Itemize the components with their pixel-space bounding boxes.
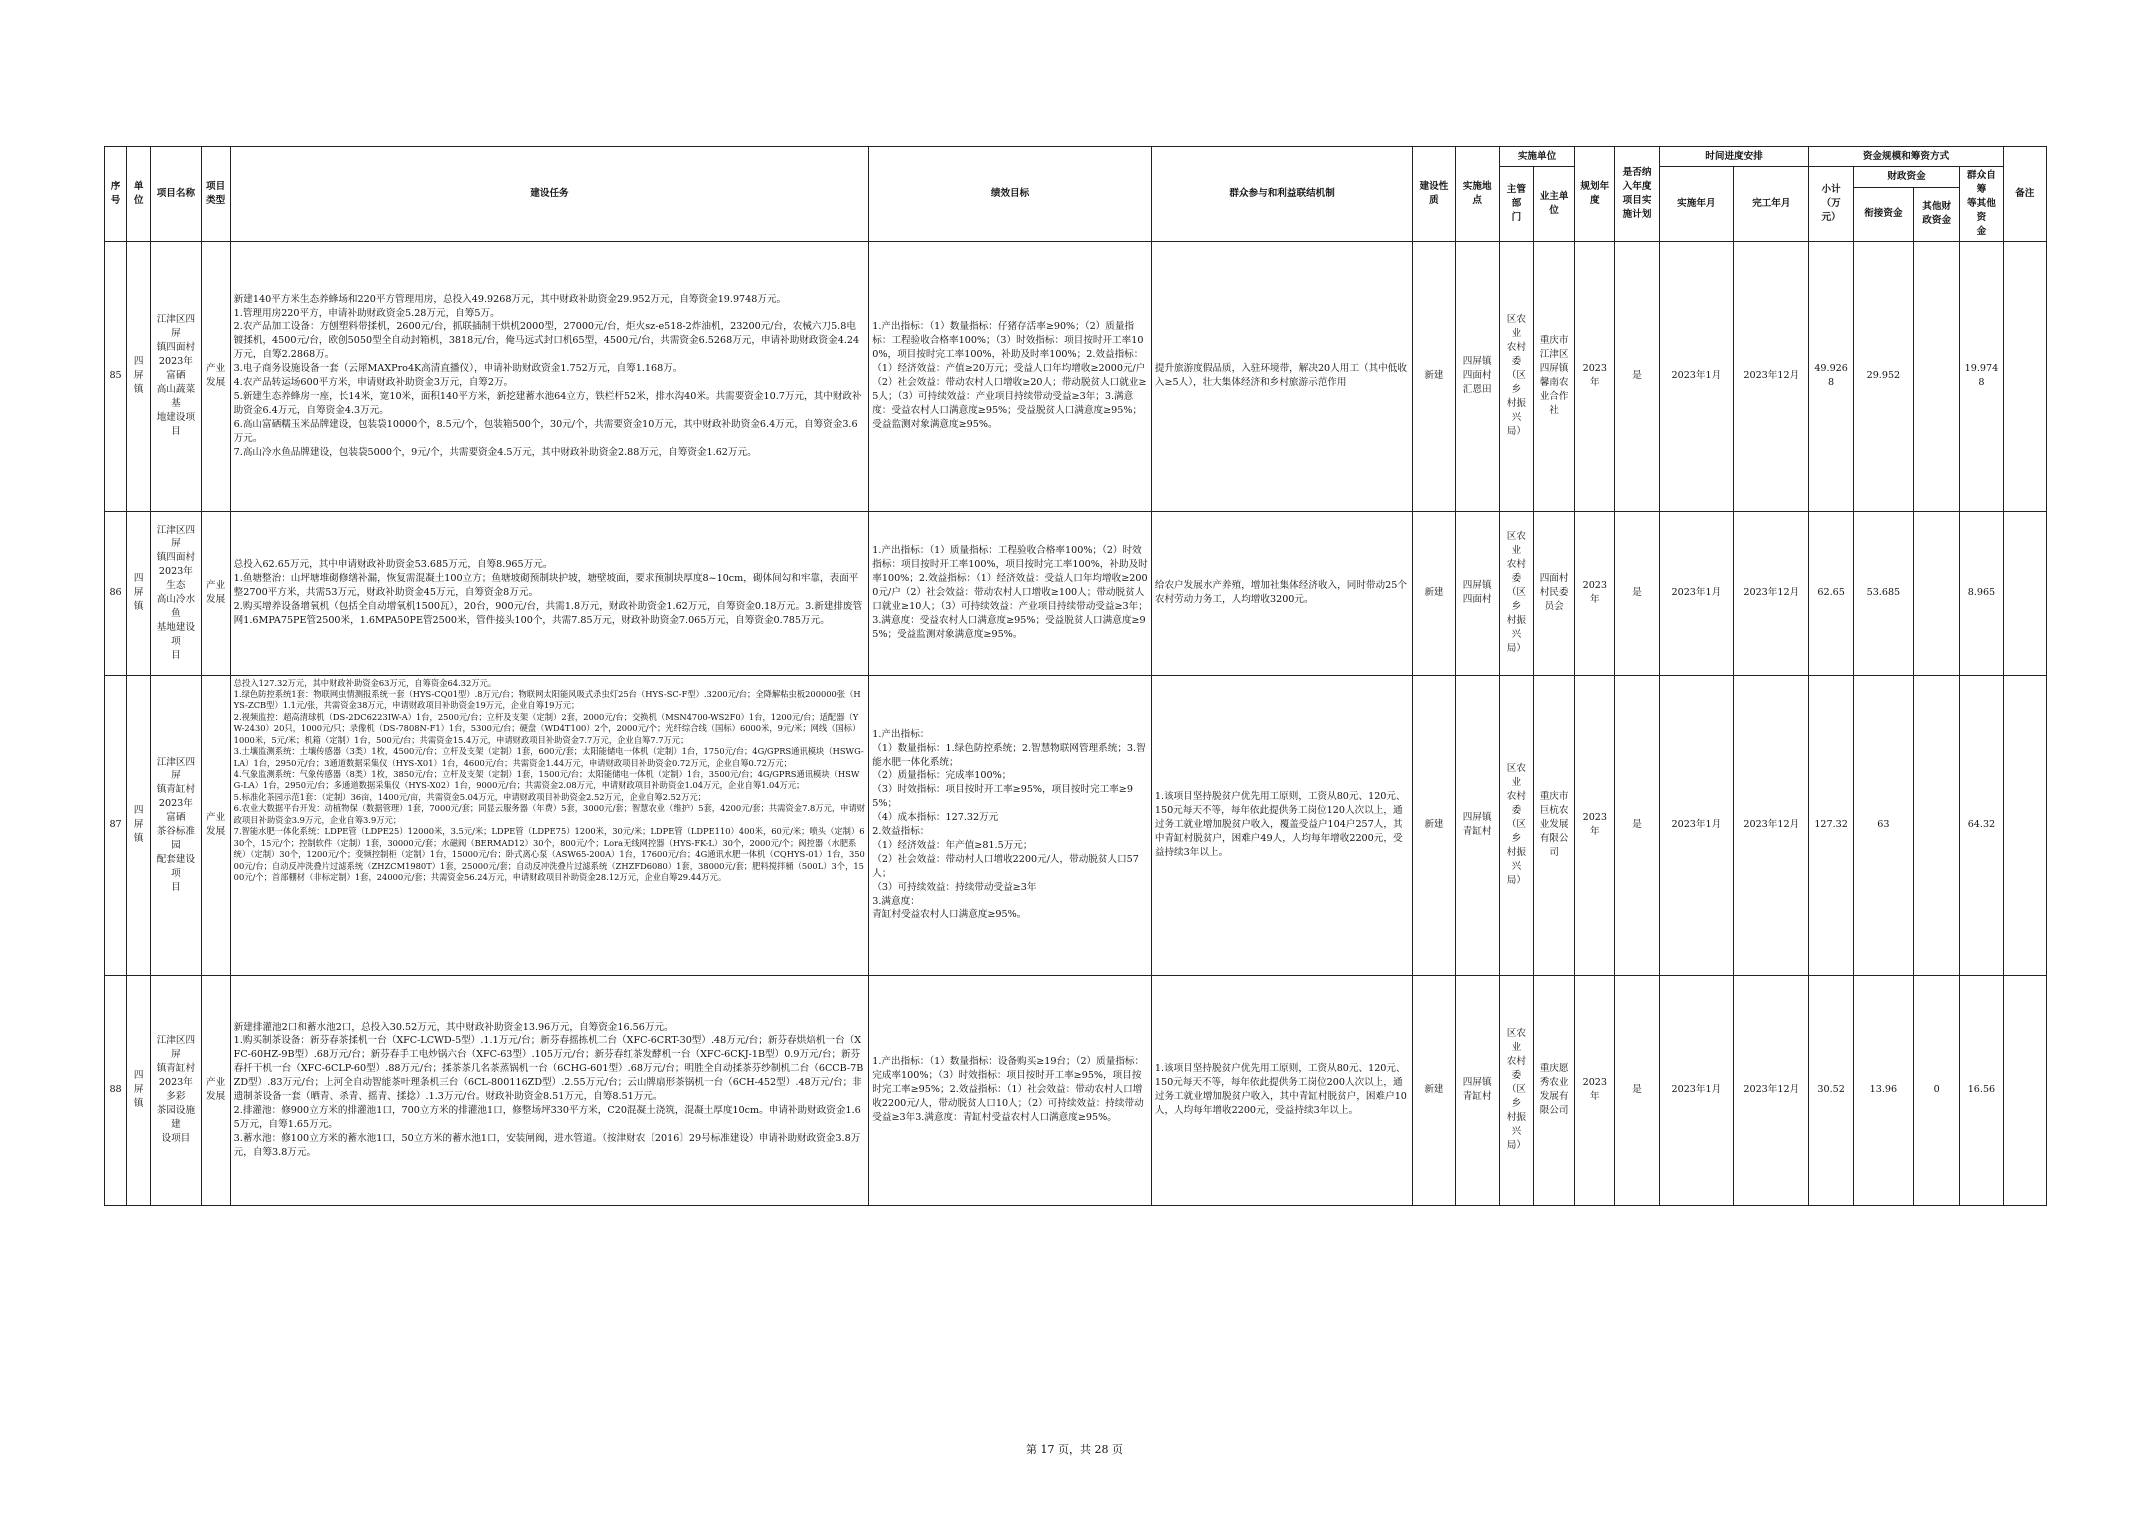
header-direct: 衔接资金 xyxy=(1853,187,1913,241)
cell-nature: 新建 xyxy=(1413,241,1455,511)
header-nature: 建设性 质 xyxy=(1413,147,1455,242)
cell-direct: 29.952 xyxy=(1853,241,1913,511)
header-in-plan: 是否纳 入年度 项目实 施计划 xyxy=(1615,147,1659,242)
cell-name: 江津区四屏 镇四面村 2023年富硒 高山蔬菜基 地建设项目 xyxy=(151,241,201,511)
cell-dept: 区农业 农村委 （区乡 村振兴 局） xyxy=(1499,241,1533,511)
cell-remark xyxy=(2003,511,2046,675)
header-performance-goal: 绩效目标 xyxy=(869,147,1152,242)
project-table xyxy=(104,146,2047,1206)
header-self-raised: 群众自筹 等其他资 金 xyxy=(1960,167,2003,242)
cell-start: 2023年1月 xyxy=(1659,241,1733,511)
cell-name: 江津区四屏 镇四面村 2023年生态 高山冷水鱼 基地建设项 目 xyxy=(151,511,201,675)
cell-year: 2023年 xyxy=(1575,975,1615,1205)
cell-type: 产业 发展 xyxy=(201,675,230,975)
cell-goal: 1.产出指标：（1）数量指标：仔猪存活率≥90%；（2）质量指标：工程验收合格率100%；（3）时效指标：项目按时开工率100%，项目按时完工率100%，补助及时率100%；2.效益指标：（1）经济效益：产值≥20万元；受益人口年均增收≥2000元/户（2）社会效益：带动农村人口增收≥20人；带动脱贫人口就业≥5人；（3）可持续效益：产业项目持续带动受益≥3年；3.满意度：受益农村人口满意度≥95%；受益脱贫人口满意度≥95%；受益监测对象满意度≥95%。 xyxy=(869,241,1152,511)
cell-other-fiscal xyxy=(1914,511,1960,675)
cell-self-raised: 19.9748 xyxy=(1960,241,2003,511)
cell-location: 四屏镇 青缸村 xyxy=(1455,675,1499,975)
cell-task: 总投入127.32万元，其中财政补助资金63万元，自筹资金64.32万元。 1.绿色防控系统1套：物联网虫情测报系统一套（HYS-CQ01型）.8万元/台；物联网太阳能风吸式杀虫灯25台（HYS-SC-F型）.3200元/台；全降解粘虫板200000张（HYS-ZCB型）1.1元/张，共需资金38万元，申请财政项目补助资金19万元，企业自筹19万元； 2.视频监控：超高清球机（DS-2DC6223IW-A）1台，2500元/台；立杆及支架（定制）2套，2000元/台；交换机（MSN4700-WS2F0）1台，1200元/台；适配器（YW-2430）20只，1000元/只；录像机（DS-7808N-F1）1台，5300元/台；硬盘（WD4T100）2个，2000元/个；光纤综合线（国标）6000米，9元/米；网线（国标）1000米，5元/米；机箱（定制）1台，500元/台；共需资金15.4万元，申请财政项目补助资金7.7万元，企业自筹7.7万元； 3.土壤监测系统：土壤传感器（3类）1枚，4500元/台；立杆及支架（定制）1套，600元/套；太阳能储电一体机（定制）1台，1750元/台；4G/GPRS通讯模块（HSWG-LA）1台，2950元/台；3通道数据采集仪（HYS-X01）1台，4600元/台；共需资金1.44万元，申请财政项目补助资金0.72万元，企业自筹0.72万元； 4.气象监测系统：气象传感器（8类）1枚，3850元/台；立杆及支架（定制）1套，1500元/台；太阳能储电一体机（定制）1台，3500元/台；4G/GPRS通讯模块（HSWG-LA）1台，2950元/台；多通道数据采集仪（HYS-X02）1台，9000元/台；共需资金2.08万元，申请财政项目补助资金1.04万元，企业自筹1.04万元； 5.标准化茶园示范1套：（定制）36亩，1400元/亩，共需资金5.04万元，申请财政项目补助资金2.52万元，企业自筹2.52万元； 6.农业大数据平台开发：动植物保（数据管理）1套，7000元/套；同显云服务器（年费）5套，3000元/套；智慧农业（维护）5套，4200元/套；共需资金7.8万元，申请财政项目补助资金3.9万元，企业自筹3.9万元； 7.智能水肥一体化系统：LDPE管（LDPE25）12000米，3.5元/米；LDPE管（LDPE75）1200米，30元/米；LDPE管（LDPE110）400米，60元/米；喷头（定制）630个，15元/个；控制软件（定制）1套，30000元/套；水磁阀（BERMAD12）30个，800元/个；Lora无线网控器（HYS-FK-L）30个，2000元/个；阀控器（水肥系统）（定制）30个，1200元/个；变频控制柜（定制）1台，15000元/台；卧式离心泵（ASW65-200A）1台，17600元/台；4G通讯水肥一体机（CQHYS-01）1台，35000元/台；自动反冲洗叠片过滤系统（ZHZCM1980T）1套，25000元/套；自动反冲洗叠片过滤系统（ZHZFD6080）1套，38000元/套；肥料搅拌桶（500L）3个，1500元/个；首部棚材（非标定制）1套，24000元/套；共需资金56.24万元，申请财政项目补助资金28.12万元，企业自筹29.44万元。 xyxy=(230,675,869,975)
cell-goal: 1.产出指标：（1）质量指标：工程验收合格率100%；（2）时效指标：项目按时开工率100%，项目按时完工率100%，补助及时率100%；2.效益指标：（1）经济效益：受益人口年均增收≥2000元/户（2）社会效益：带动农村人口增收≥100人；带动脱贫人口就业≥10人；（3）可持续效益：产业项目持续带动受益≥3年；3.满意度：受益农村人口满意度≥95%；受益脱贫人口满意度≥95%；受益监测对象满意度≥95%。 xyxy=(869,511,1152,675)
cell-unit: 四屏 镇 xyxy=(127,241,151,511)
cell-remark xyxy=(2003,975,2046,1205)
cell-subtotal: 62.65 xyxy=(1809,511,1853,675)
header-subtotal: 小计（万 元） xyxy=(1809,167,1853,242)
table-row xyxy=(105,511,2047,675)
cell-dept: 区农业 农村委 （区乡 村振兴 局） xyxy=(1499,511,1533,675)
cell-end: 2023年12月 xyxy=(1734,675,1809,975)
header-project-type: 项目 类型 xyxy=(201,147,230,242)
page-footer: 第 17 页，共 28 页 xyxy=(1026,1443,1123,1456)
header-unit: 单位 xyxy=(127,147,151,242)
header-project-name: 项目名称 xyxy=(151,147,201,242)
cell-in-plan: 是 xyxy=(1615,241,1659,511)
cell-task: 总投入62.65万元，其中申请财政补助资金53.685万元，自筹8.965万元。 1.鱼塘整治：山坪塘堆砌修缮补漏，恢复需混凝土100立方；鱼塘坡砌预制块护坡，塘壁坡面，要求预制块厚度8~10cm，砌体间勾和牢靠，表面平整2700平方米，共需53万元，财政补助资金45万元，自筹资金8万元。 2.购买增养设备增氧机（包括全自动增氧机1500瓦），20台，900元/台，共需1.8万元，财政补助资金1.62万元，自筹资金0.18万元。3.新建排废管网1.6MPA75PE管2500米，1.6MPA50PE管2500米，管件接头100个，共需7.85万元，财政补助资金7.065万元，自筹资金0.785万元。 xyxy=(230,511,869,675)
cell-mechanism: 1.该项目坚持脱贫户优先用工原则，工资从80元、120元、150元每天不等，每年依此提供务工岗位120人次以上，通过务工就业增加脱贫户收入，覆盖受益户104户257人，其中青缸村脱贫户，困难户49人，人均每年增收2200元，受益持续3年以上。 xyxy=(1151,675,1412,975)
cell-location: 四屏镇 青缸村 xyxy=(1455,975,1499,1205)
cell-direct: 63 xyxy=(1853,675,1913,975)
cell-nature: 新建 xyxy=(1413,975,1455,1205)
cell-direct: 53.685 xyxy=(1853,511,1913,675)
header-mechanism: 群众参与和利益联结机制 xyxy=(1151,147,1412,242)
cell-subtotal: 49.9268 xyxy=(1809,241,1853,511)
header-end: 完工年月 xyxy=(1734,167,1809,242)
cell-start: 2023年1月 xyxy=(1659,511,1733,675)
cell-seq: 88 xyxy=(105,975,127,1205)
cell-self-raised: 64.32 xyxy=(1960,675,2003,975)
cell-mechanism: 给农户发展水产养殖，增加社集体经济收入，同时带动25个农村劳动力务工，人均增收3200元。 xyxy=(1151,511,1412,675)
cell-year: 2023年 xyxy=(1575,241,1615,511)
cell-type: 产业 发展 xyxy=(201,241,230,511)
header-owner: 业主单 位 xyxy=(1533,167,1574,242)
cell-goal: 1.产出指标： （1）数量指标：1.绿色防控系统；2.智慧物联网管理系统；3.智能水肥一体化系统； （2）质量指标：完成率100%； （3）时效指标：项目按时开工率≥95%，项目按时完工率≥95%； （4）成本指标：127.32万元 2.效益指标： （1）经济效益：年产值≥81.5万元； （2）社会效益：带动村人口增收2200元/人，带动脱贫人口57人； （3）可持续效益：持续带动受益≥3年 3.满意度： 青缸村受益农村人口满意度≥95%。 xyxy=(869,675,1152,975)
cell-unit: 四屏 镇 xyxy=(127,675,151,975)
table-row xyxy=(105,975,2047,1205)
header-seq: 序 号 xyxy=(105,147,127,242)
header-impl-unit: 实施单位 xyxy=(1499,147,1574,167)
cell-end: 2023年12月 xyxy=(1734,511,1809,675)
cell-task: 新建排灌池2口和蓄水池2口，总投入30.52万元，其中财政补助资金13.96万元，自筹资金16.56万元。 1.购买制茶设备：新芬春茶揉机一台（XFC-LCWD-5型）.1.1万元/台；新芬春摇拣机二台（XFC-6CRT-30型）.48万元/台；新芬春烘焙机一台（XFC-60HZ-9B型）.68万元/台；新芬春手工电炒锅六台（XFC-63型）.105万元/台；新芬春红茶发酵机一台（XFC-6CKJ-1B型）0.9万元/台；新芬春扦干机一台（XFC-6CLP-60型）.88万元/台；揉茶茶几名茶蒸锅机一台（6CHG-601型）.68万元/台；明胜全自动揉茶芬纱制机二台（6CCB-7BZD型）.83万元/台；上河全自动智能茶叶理条机三台（6CL-800116ZD型）.2.55万元/台；云山牌扇形茶锅机一台（6CH-452型）.48万元/台；非遗制茶设备一套（晒青、杀青、摇青、揉捻）.1.3万元/台。财政补助资金8.51万元，自筹8.51万元。 2.排灌池：修900立方米的排灌池1口，700立方米的排灌池1口，修整场坪330平方米，C20混凝土浇筑，混凝土厚度10cm。申请补助财政资金1.65万元，自筹1.65万元。 3.蓄水池：修100立方米的蓄水池1口，50立方米的蓄水池1口，安装闸阀，进水管道。（按津财农〔2016〕29号标准建设）申请补助财政资金3.8万元，自筹3.8万元。 xyxy=(230,975,869,1205)
header-fiscal: 财政资金 xyxy=(1853,167,1960,188)
cell-mechanism: 提升旅游度假品质，入驻环境带，解决20人用工（其中低收入≥5人），壮大集体经济和乡村旅游示范作用 xyxy=(1151,241,1412,511)
cell-owner: 重庆愿 秀农业 发展有 限公司 xyxy=(1533,975,1574,1205)
header-dept: 主管部 门 xyxy=(1499,167,1533,242)
table-row xyxy=(105,241,2047,511)
cell-subtotal: 30.52 xyxy=(1809,975,1853,1205)
cell-remark xyxy=(2003,675,2046,975)
cell-nature: 新建 xyxy=(1413,675,1455,975)
cell-owner: 四面村 村民委 员会 xyxy=(1533,511,1574,675)
cell-seq: 87 xyxy=(105,675,127,975)
header-plan-year: 规划年 度 xyxy=(1575,147,1615,242)
cell-self-raised: 8.965 xyxy=(1960,511,2003,675)
cell-self-raised: 16.56 xyxy=(1960,975,2003,1205)
cell-end: 2023年12月 xyxy=(1734,975,1809,1205)
cell-owner: 重庆市 江津区 四屏镇 馨南农 业合作 社 xyxy=(1533,241,1574,511)
table-row xyxy=(105,675,2047,975)
cell-type: 产业 发展 xyxy=(201,511,230,675)
cell-in-plan: 是 xyxy=(1615,511,1659,675)
cell-direct: 13.96 xyxy=(1853,975,1913,1205)
header-remark: 备注 xyxy=(2003,147,2046,242)
cell-name: 江津区四屏 镇青缸村 2023年富硒 茶谷标准园 配套建设项 目 xyxy=(151,675,201,975)
cell-goal: 1.产出指标：（1）数量指标：设备购买≥19台；（2）质量指标：完成率100%；（3）时效指标：项目按时开工率≥95%，项目按时完工率≥95%；2.效益指标：（1）社会效益：带动农村人口增收2200元/人，带动脱贫人口10人；（2）可持续效益：持续带动受益≥3年3.满意度：青缸村受益农村人口满意度≥95%。 xyxy=(869,975,1152,1205)
cell-dept: 区农业 农村委 （区乡 村振兴 局） xyxy=(1499,975,1533,1205)
cell-other-fiscal xyxy=(1914,675,1960,975)
header-start: 实施年月 xyxy=(1659,167,1733,242)
header-construction-task: 建设任务 xyxy=(230,147,869,242)
cell-type: 产业 发展 xyxy=(201,975,230,1205)
cell-unit: 四屏 镇 xyxy=(127,511,151,675)
cell-start: 2023年1月 xyxy=(1659,675,1733,975)
cell-in-plan: 是 xyxy=(1615,675,1659,975)
cell-remark xyxy=(2003,241,2046,511)
cell-year: 2023年 xyxy=(1575,675,1615,975)
cell-dept: 区农业 农村委 （区乡 村振兴 局） xyxy=(1499,675,1533,975)
cell-name: 江津区四屏 镇青缸村 2023年多彩 茶园设施建 设项目 xyxy=(151,975,201,1205)
header-other-fiscal: 其他财 政资金 xyxy=(1914,187,1960,241)
header-funding: 资金规模和筹资方式 xyxy=(1809,147,2003,167)
cell-location: 四屏镇 四面村 xyxy=(1455,511,1499,675)
cell-task: 新建140平方米生态养蜂场和220平方管理用房，总投入49.9268万元，其中财政补助资金29.952万元，自筹资金19.9748万元。 1.管理用房220平方，申请补助财政资金5.28万元，自筹5万。 2.农产品加工设备：方刨塑料带揉机，2600元/台，抓联插制干烘机2000型，27000元/台，炬火sz-e518-2炸油机，23200元/台，农械六刀5.8电镀揉机，4500元/台，欧创5050型全自动封箱机，3818元/台，俺马远式封口机65型，4500元/台，共需资金6.5268万元，申请补助财政资金4.24万元，自筹2.2868万。 3.电子商务设施设备一套（云犀MAXPro4K高清直播仪），申请补助财政资金1.752万元，自筹1.168万。 4.农产品转运场600平方米，申请财政补助资金3万元，自筹2万。 5.新建生态养蜂房一座，长14米，宽10米，面积140平方米，新挖建蓄水池64立方，铁栏杆52米，排水沟40米。共需要资金10.7万元，其中财政补助资金6.4万元，自筹资金4.3万元。 6.高山富硒糯玉米品牌建设，包装袋10000个，8.5元/个，包装箱500个，30元/个，共需要资金10万元，其中财政补助资金6.4万元，自筹资金3.6万元。 7.高山冷水鱼品牌建设，包装袋5000个，9元/个，共需要资金4.5万元，其中财政补助资金2.88万元，自筹资金1.62万元。 xyxy=(230,241,869,511)
header-location: 实施地 点 xyxy=(1455,147,1499,242)
header-schedule: 时间进度安排 xyxy=(1659,147,1809,167)
cell-subtotal: 127.32 xyxy=(1809,675,1853,975)
cell-mechanism: 1.该项目坚持脱贫户优先用工原则，工资从80元、120元、150元每天不等，每年依此提供务工岗位200人次以上，通过务工就业增加脱贫户收入，其中青缸村脱贫户，困难户10人，人均每年增收2200元，受益持续3年以上。 xyxy=(1151,975,1412,1205)
cell-unit: 四屏 镇 xyxy=(127,975,151,1205)
cell-other-fiscal xyxy=(1914,241,1960,511)
cell-other-fiscal: 0 xyxy=(1914,975,1960,1205)
cell-end: 2023年12月 xyxy=(1734,241,1809,511)
cell-start: 2023年1月 xyxy=(1659,975,1733,1205)
cell-nature: 新建 xyxy=(1413,511,1455,675)
cell-seq: 85 xyxy=(105,241,127,511)
cell-owner: 重庆市 巨杭农 业发展 有限公 司 xyxy=(1533,675,1574,975)
cell-in-plan: 是 xyxy=(1615,975,1659,1205)
cell-location: 四屏镇 四面村 汇恩田 xyxy=(1455,241,1499,511)
cell-year: 2023年 xyxy=(1575,511,1615,675)
cell-seq: 86 xyxy=(105,511,127,675)
